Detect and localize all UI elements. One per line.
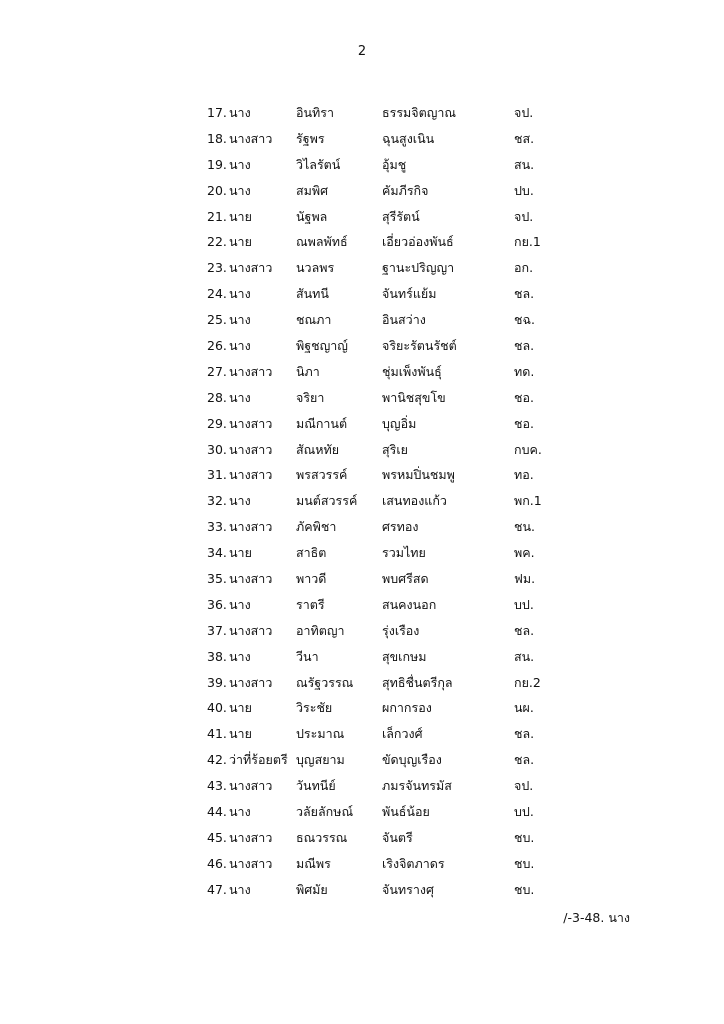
first-name: นิภา [296, 363, 320, 379]
department-code: บป. [514, 804, 534, 820]
last-name: จันตรี [382, 829, 413, 845]
entry-number: 37. [207, 622, 227, 638]
last-name: เล็กวงศ์ [382, 726, 423, 742]
entry-number: 41. [207, 726, 227, 742]
continuation-note: /-3-48. นาง [563, 910, 630, 925]
name-title: นางสาว [229, 829, 273, 845]
entry-number: 26. [207, 338, 227, 354]
roster-row [207, 855, 567, 881]
roster-row [207, 415, 567, 441]
name-title: นาง [229, 105, 251, 120]
roster-row [207, 285, 567, 311]
department-code: ชอ. [514, 389, 534, 405]
entry-number: 30. [207, 441, 227, 457]
entry-number: 39. [207, 674, 227, 690]
first-name: ณรัฐวรรณ [296, 674, 354, 690]
first-name: พรสวรรค์ [296, 467, 348, 483]
department-code: ปบ. [514, 182, 534, 198]
name-title: นาง [229, 493, 251, 509]
roster-row [207, 492, 567, 518]
roster-row [207, 674, 567, 700]
roster-row [207, 648, 567, 674]
roster-row [207, 156, 567, 182]
last-name: ฉุนสูงเนิน [382, 130, 435, 146]
first-name: มณีพร [296, 855, 331, 871]
roster-row [207, 803, 567, 829]
last-name: เสนทองแก้ว [382, 493, 447, 509]
first-name: นวลพร [296, 260, 335, 276]
entry-number: 18. [207, 130, 227, 146]
name-title: นาง [229, 648, 251, 664]
roster-row [207, 518, 567, 544]
name-title: นาย [229, 234, 252, 250]
name-title: นางสาว [229, 622, 273, 638]
first-name: อินทิรา [296, 105, 335, 120]
department-code: ทด. [514, 363, 535, 379]
roster-row [207, 337, 567, 363]
roster-row [207, 596, 567, 622]
first-name: ชณภา [296, 312, 332, 328]
roster-row [207, 130, 567, 156]
department-code: อก. [514, 260, 534, 276]
entry-number: 19. [207, 156, 227, 172]
first-name: อาทิตญา [296, 622, 345, 638]
name-title: นาย [229, 726, 252, 742]
department-code: พก.1 [514, 493, 542, 509]
name-title: นาย [229, 700, 252, 716]
first-name: วิระชัย [296, 700, 333, 716]
first-name: วีนา [296, 648, 319, 664]
name-title: นางสาว [229, 778, 273, 794]
department-code: ชบ. [514, 881, 535, 897]
department-code: ชส. [514, 130, 535, 146]
department-code: ชล. [514, 338, 535, 354]
entry-number: 36. [207, 596, 227, 612]
name-roster [207, 104, 567, 907]
entry-number: 38. [207, 648, 227, 664]
roster-row [207, 182, 567, 208]
name-title: นาง [229, 389, 251, 405]
name-title: นางสาว [229, 519, 273, 535]
roster-row [207, 829, 567, 855]
department-code: ชล. [514, 622, 535, 638]
first-name: มณีกานต์ [296, 415, 348, 431]
name-title: ว่าที่ร้อยตรี [229, 752, 288, 768]
department-code: นผ. [514, 700, 534, 716]
name-title: นางสาว [229, 571, 273, 587]
last-name: จันทร์แย้ม [382, 286, 437, 302]
department-code: ชล. [514, 752, 535, 768]
entry-number: 34. [207, 545, 227, 561]
name-title: นาง [229, 286, 251, 302]
first-name: รัฐพร [296, 130, 325, 146]
entry-number: 25. [207, 312, 227, 328]
first-name: ราตรี [296, 596, 325, 612]
page-number: 2 [357, 44, 367, 59]
last-name: ภมรจันทรมัส [382, 778, 452, 794]
last-name: สุรีรัตน์ [382, 208, 420, 224]
first-name: วลัยลักษณ์ [296, 804, 354, 820]
name-title: นางสาว [229, 415, 273, 431]
name-title: นาง [229, 881, 251, 897]
roster-row [207, 104, 567, 130]
last-name: พานิชสุขโข [382, 389, 446, 405]
first-name: สมพิศ [296, 182, 329, 198]
first-name: นัฐพล [296, 208, 328, 224]
name-title: นางสาว [229, 130, 273, 146]
first-name: ธณวรรณ [296, 829, 348, 845]
entry-number: 33. [207, 519, 227, 535]
entry-number: 35. [207, 571, 227, 587]
last-name: รุ่งเรือง [382, 622, 420, 638]
last-name: ขัดบุญเรือง [382, 752, 442, 768]
first-name: สันทนี [296, 286, 329, 302]
roster-row [207, 751, 567, 777]
roster-row [207, 389, 567, 415]
department-code: สน. [514, 156, 535, 172]
last-name: สนคงนอก [382, 596, 437, 612]
department-code: ชบ. [514, 855, 535, 871]
first-name: ภัคพิชา [296, 519, 337, 535]
department-code: บป. [514, 596, 534, 612]
first-name: ประมาณ [296, 726, 345, 742]
name-title: นางสาว [229, 674, 273, 690]
last-name: สุขเกษม [382, 648, 427, 664]
department-code: ชบ. [514, 829, 535, 845]
last-name: ฐานะปริญญา [382, 260, 455, 276]
last-name: บุญอิ่ม [382, 415, 417, 431]
entry-number: 44. [207, 804, 227, 820]
last-name: อุ้มชู [382, 156, 407, 172]
department-code: กย.1 [514, 234, 541, 250]
roster-row [207, 466, 567, 492]
last-name: ผกากรอง [382, 700, 432, 716]
first-name: สัณหทัย [296, 441, 340, 457]
first-name: พิฐชญาญ์ [296, 338, 348, 354]
entry-number: 24. [207, 286, 227, 302]
last-name: ธรรมจิตญาณ [382, 105, 457, 120]
name-title: นางสาว [229, 441, 273, 457]
last-name: ศรทอง [382, 519, 419, 535]
first-name: มนต์สวรรค์ [296, 493, 358, 509]
department-code: จป. [514, 778, 534, 794]
roster-row [207, 208, 567, 234]
roster-row [207, 544, 567, 570]
name-title: นาย [229, 545, 252, 561]
roster-row [207, 441, 567, 467]
entry-number: 43. [207, 778, 227, 794]
entry-number: 20. [207, 182, 227, 198]
name-title: นาง [229, 804, 251, 820]
name-title: นางสาว [229, 363, 273, 379]
last-name: เริงจิตภาดร [382, 855, 445, 871]
name-title: นางสาว [229, 855, 273, 871]
roster-row [207, 622, 567, 648]
roster-row [207, 363, 567, 389]
department-code: สน. [514, 648, 535, 664]
entry-number: 42. [207, 752, 227, 768]
department-code: ชล. [514, 726, 535, 742]
first-name: พาวดี [296, 571, 327, 587]
department-code: จป. [514, 105, 534, 120]
entry-number: 23. [207, 260, 227, 276]
department-code: ชน. [514, 519, 536, 535]
department-code: ทอ. [514, 467, 534, 483]
department-code: ชฉ. [514, 312, 535, 328]
roster-row [207, 699, 567, 725]
entry-number: 32. [207, 493, 227, 509]
entry-number: 28. [207, 389, 227, 405]
entry-number: 45. [207, 829, 227, 845]
name-title: นาง [229, 156, 251, 172]
last-name: คัมภีรกิจ [382, 182, 429, 198]
roster-row [207, 233, 567, 259]
entry-number: 22. [207, 234, 227, 250]
entry-number: 31. [207, 467, 227, 483]
last-name: พบศรีสด [382, 571, 429, 587]
name-title: นาย [229, 208, 252, 224]
last-name: รวมไทย [382, 545, 426, 561]
first-name: วันทนีย์ [296, 778, 336, 794]
name-title: นาง [229, 338, 251, 354]
last-name: จริยะรัตนรัชต์ [382, 338, 457, 354]
name-title: นาง [229, 596, 251, 612]
first-name: ณพลพัทธ์ [296, 234, 348, 250]
entry-number: 40. [207, 700, 227, 716]
name-title: นาง [229, 312, 251, 328]
department-code: พค. [514, 545, 535, 561]
entry-number: 29. [207, 415, 227, 431]
name-title: นางสาว [229, 260, 273, 276]
first-name: พิศมัย [296, 881, 328, 897]
last-name: สุทธิชื่นตรีกุล [382, 674, 453, 690]
department-code: กย.2 [514, 674, 541, 690]
name-title: นางสาว [229, 467, 273, 483]
department-code: จป. [514, 208, 534, 224]
roster-row [207, 311, 567, 337]
first-name: จริยา [296, 389, 325, 405]
department-code: ฟม. [514, 571, 536, 587]
last-name: พันธ์น้อย [382, 804, 430, 820]
entry-number: 46. [207, 855, 227, 871]
entry-number: 27. [207, 363, 227, 379]
last-name: เอี่ยวอ่องพันธ์ [382, 234, 454, 250]
roster-row [207, 725, 567, 751]
last-name: พรหมปิ่นชมพู [382, 467, 455, 483]
last-name: จันทรางศุ [382, 881, 434, 897]
entry-number: 47. [207, 881, 227, 897]
department-code: กบค. [514, 441, 542, 457]
entry-number: 17. [207, 105, 227, 120]
last-name: อินสว่าง [382, 312, 426, 328]
first-name: วิไลรัตน์ [296, 156, 341, 172]
roster-row [207, 777, 567, 803]
name-title: นาง [229, 182, 251, 198]
last-name: ชุ่มเพ็งพันธุ์ [382, 363, 442, 379]
first-name: สาธิต [296, 545, 327, 561]
first-name: บุญสยาม [296, 752, 345, 768]
last-name: สุริเย [382, 441, 408, 457]
entry-number: 21. [207, 208, 227, 224]
roster-row [207, 259, 567, 285]
department-code: ชล. [514, 286, 535, 302]
department-code: ชอ. [514, 415, 534, 431]
roster-row [207, 881, 567, 907]
roster-row [207, 570, 567, 596]
